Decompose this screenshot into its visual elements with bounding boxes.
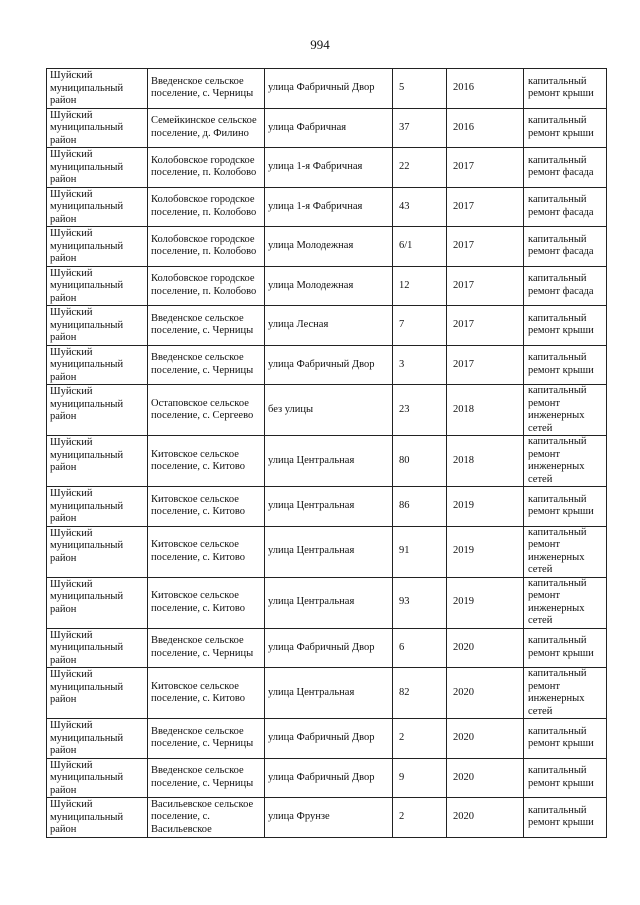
year-cell: 2017: [447, 148, 524, 188]
work-type-cell: капитальный ремонт фасада: [524, 266, 607, 306]
settlement-cell: Введенское сельское поселение, с. Черницы: [148, 719, 265, 759]
page-number: 994: [310, 37, 330, 52]
year-cell: 2020: [447, 719, 524, 759]
table-row: [47, 526, 607, 577]
district-cell: Шуйский муниципальный район: [47, 577, 148, 628]
settlement-cell: Китовское сельское поселение, с. Китово: [148, 436, 265, 487]
year-cell: 2017: [447, 187, 524, 227]
year-cell: 2019: [447, 526, 524, 577]
work-type-cell: капитальный ремонт крыши: [524, 69, 607, 109]
district-cell: Шуйский муниципальный район: [47, 798, 148, 838]
work-type-cell: капитальный ремонт инженерных сетей: [524, 668, 607, 719]
house-cell: 2: [393, 798, 447, 838]
year-cell: 2017: [447, 266, 524, 306]
street-cell: без улицы: [265, 385, 393, 436]
house-cell: 6/1: [393, 227, 447, 267]
street-cell: улица Молодежная: [265, 227, 393, 267]
housing-repair-table: [46, 68, 607, 838]
year-cell: 2017: [447, 345, 524, 385]
table-row: [47, 266, 607, 306]
street-cell: улица Фабричный Двор: [265, 345, 393, 385]
table-row: [47, 148, 607, 188]
house-cell: 82: [393, 668, 447, 719]
work-type-cell: капитальный ремонт крыши: [524, 719, 607, 759]
year-cell: 2017: [447, 227, 524, 267]
table-row: [47, 798, 607, 838]
street-cell: улица Молодежная: [265, 266, 393, 306]
house-cell: 91: [393, 526, 447, 577]
street-cell: улица Центральная: [265, 668, 393, 719]
district-cell: Шуйский муниципальный район: [47, 628, 148, 668]
street-cell: улица Фрунзе: [265, 798, 393, 838]
street-cell: улица Центральная: [265, 526, 393, 577]
district-cell: Шуйский муниципальный район: [47, 526, 148, 577]
settlement-cell: Китовское сельское поселение, с. Китово: [148, 668, 265, 719]
year-cell: 2020: [447, 758, 524, 798]
settlement-cell: Введенское сельское поселение, с. Черницы: [148, 758, 265, 798]
year-cell: 2018: [447, 385, 524, 436]
settlement-cell: Колобовское городское поселение, п. Колобово: [148, 227, 265, 267]
settlement-cell: Семейкинское сельское поселение, д. Филино: [148, 108, 265, 148]
work-type-cell: капитальный ремонт крыши: [524, 108, 607, 148]
district-cell: Шуйский муниципальный район: [47, 345, 148, 385]
house-cell: 9: [393, 758, 447, 798]
settlement-cell: Введенское сельское поселение, с. Черницы: [148, 345, 265, 385]
table-row: [47, 69, 607, 109]
district-cell: Шуйский муниципальный район: [47, 108, 148, 148]
street-cell: улица 1-я Фабричная: [265, 148, 393, 188]
house-cell: 3: [393, 345, 447, 385]
work-type-cell: капитальный ремонт фасада: [524, 227, 607, 267]
district-cell: Шуйский муниципальный район: [47, 69, 148, 109]
house-cell: 2: [393, 719, 447, 759]
district-cell: Шуйский муниципальный район: [47, 436, 148, 487]
house-cell: 7: [393, 306, 447, 346]
table-row: [47, 668, 607, 719]
work-type-cell: капитальный ремонт крыши: [524, 345, 607, 385]
work-type-cell: капитальный ремонт инженерных сетей: [524, 436, 607, 487]
table-row: [47, 187, 607, 227]
street-cell: улица 1-я Фабричная: [265, 187, 393, 227]
street-cell: улица Центральная: [265, 487, 393, 527]
work-type-cell: капитальный ремонт крыши: [524, 628, 607, 668]
work-type-cell: капитальный ремонт инженерных сетей: [524, 526, 607, 577]
street-cell: улица Фабричный Двор: [265, 758, 393, 798]
house-cell: 37: [393, 108, 447, 148]
year-cell: 2018: [447, 436, 524, 487]
work-type-cell: капитальный ремонт фасада: [524, 148, 607, 188]
street-cell: улица Лесная: [265, 306, 393, 346]
house-cell: 12: [393, 266, 447, 306]
district-cell: Шуйский муниципальный район: [47, 385, 148, 436]
settlement-cell: Введенское сельское поселение, с. Черницы: [148, 628, 265, 668]
year-cell: 2020: [447, 668, 524, 719]
settlement-cell: Китовское сельское поселение, с. Китово: [148, 526, 265, 577]
year-cell: 2016: [447, 69, 524, 109]
table-row: [47, 758, 607, 798]
house-cell: 86: [393, 487, 447, 527]
settlement-cell: Китовское сельское поселение, с. Китово: [148, 577, 265, 628]
house-cell: 43: [393, 187, 447, 227]
table-row: [47, 306, 607, 346]
house-cell: 23: [393, 385, 447, 436]
work-type-cell: капитальный ремонт инженерных сетей: [524, 577, 607, 628]
settlement-cell: Китовское сельское поселение, с. Китово: [148, 487, 265, 527]
settlement-cell: Колобовское городское поселение, п. Колобово: [148, 187, 265, 227]
street-cell: улица Фабричная: [265, 108, 393, 148]
year-cell: 2020: [447, 628, 524, 668]
house-cell: 6: [393, 628, 447, 668]
district-cell: Шуйский муниципальный район: [47, 668, 148, 719]
settlement-cell: Васильевское сельское поселение, с. Васильевское: [148, 798, 265, 838]
house-cell: 22: [393, 148, 447, 188]
house-cell: 93: [393, 577, 447, 628]
table-row: [47, 227, 607, 267]
district-cell: Шуйский муниципальный район: [47, 306, 148, 346]
district-cell: Шуйский муниципальный район: [47, 266, 148, 306]
year-cell: 2019: [447, 577, 524, 628]
street-cell: улица Центральная: [265, 577, 393, 628]
street-cell: улица Фабричный Двор: [265, 628, 393, 668]
street-cell: улица Центральная: [265, 436, 393, 487]
street-cell: улица Фабричный Двор: [265, 69, 393, 109]
settlement-cell: Остаповское сельское поселение, с. Сергеево: [148, 385, 265, 436]
year-cell: 2017: [447, 306, 524, 346]
district-cell: Шуйский муниципальный район: [47, 487, 148, 527]
settlement-cell: Колобовское городское поселение, п. Колобово: [148, 266, 265, 306]
year-cell: 2019: [447, 487, 524, 527]
work-type-cell: капитальный ремонт крыши: [524, 306, 607, 346]
table-row: [47, 385, 607, 436]
table-row: [47, 487, 607, 527]
year-cell: 2020: [447, 798, 524, 838]
house-cell: 80: [393, 436, 447, 487]
district-cell: Шуйский муниципальный район: [47, 719, 148, 759]
district-cell: Шуйский муниципальный район: [47, 227, 148, 267]
work-type-cell: капитальный ремонт фасада: [524, 187, 607, 227]
work-type-cell: капитальный ремонт инженерных сетей: [524, 385, 607, 436]
work-type-cell: капитальный ремонт крыши: [524, 758, 607, 798]
settlement-cell: Колобовское городское поселение, п. Колобово: [148, 148, 265, 188]
table-row: [47, 436, 607, 487]
settlement-cell: Введенское сельское поселение, с. Черницы: [148, 306, 265, 346]
year-cell: 2016: [447, 108, 524, 148]
work-type-cell: капитальный ремонт крыши: [524, 798, 607, 838]
house-cell: 5: [393, 69, 447, 109]
street-cell: улица Фабричный Двор: [265, 719, 393, 759]
table-row: [47, 108, 607, 148]
district-cell: Шуйский муниципальный район: [47, 758, 148, 798]
table-row: [47, 719, 607, 759]
table-row: [47, 577, 607, 628]
district-cell: Шуйский муниципальный район: [47, 187, 148, 227]
settlement-cell: Введенское сельское поселение, с. Черницы: [148, 69, 265, 109]
district-cell: Шуйский муниципальный район: [47, 148, 148, 188]
table-row: [47, 345, 607, 385]
work-type-cell: капитальный ремонт крыши: [524, 487, 607, 527]
table-row: [47, 628, 607, 668]
